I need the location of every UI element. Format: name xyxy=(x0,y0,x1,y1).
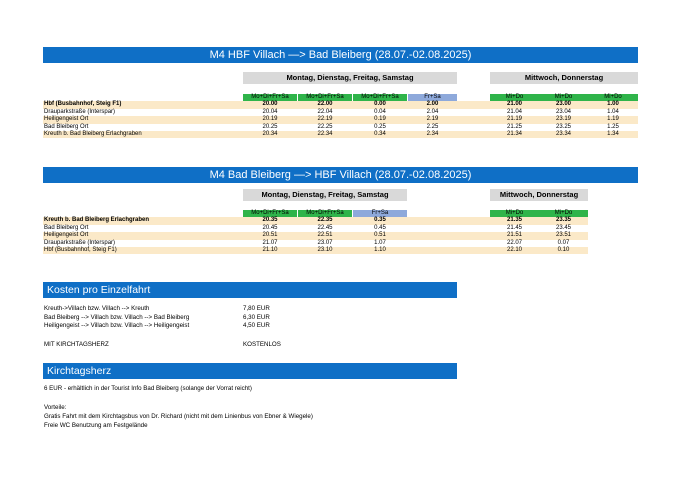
time-cell: 2.04 xyxy=(426,108,439,115)
time-cell: 22.51 xyxy=(317,232,333,239)
time-cell: 1.10 xyxy=(374,246,386,253)
time-cell: 0.10 xyxy=(557,246,570,253)
time-cell: 0.35 xyxy=(374,217,386,224)
time-cell: 0.45 xyxy=(374,224,386,231)
time-cell: 21.45 xyxy=(506,224,522,231)
section1-group-a: Montag, Dienstag, Freitag, Samstag xyxy=(243,72,457,84)
time-cell: 21.35 xyxy=(506,217,522,224)
time-cell: 20.04 xyxy=(262,108,278,115)
s1-col-b0: Mi+Do xyxy=(490,94,539,101)
time-cell: 23.51 xyxy=(555,232,571,239)
section2-title: M4 Bad Bleiberg —> HBF Villach (28.07.-02.08.2025) xyxy=(43,167,638,183)
time-cell: 21.34 xyxy=(506,130,522,137)
time-cell: 20.19 xyxy=(262,116,278,123)
time-cell: 20.25 xyxy=(262,123,278,130)
section1-header-row xyxy=(43,94,638,101)
stop-name: Hbf (Busbahnhof, Steig F1) xyxy=(44,246,117,253)
s2-col-a2: Fr+Sa xyxy=(353,210,407,217)
time-cell: 23.04 xyxy=(555,108,571,115)
benefit-2: Freie WC Benutzung am Festgelände xyxy=(44,421,148,429)
stop-name: Heiligengeist Ort xyxy=(44,116,89,123)
s2-col-b1: Mi+Do xyxy=(539,210,588,217)
time-cell: 1.00 xyxy=(607,101,619,108)
table-row xyxy=(43,131,638,138)
section1-title: M4 HBF Villach —> Bad Bleiberg (28.07.-02.08.2025) xyxy=(43,47,638,63)
table-row xyxy=(43,116,638,123)
section2-group-b: Mittwoch, Donnerstag xyxy=(490,189,588,201)
table-row xyxy=(43,217,588,224)
time-cell: 1.07 xyxy=(374,239,386,246)
table-row xyxy=(43,240,588,247)
time-cell: 21.04 xyxy=(506,108,522,115)
time-cell: 20.45 xyxy=(262,224,278,231)
time-cell: 23.45 xyxy=(555,224,571,231)
stop-name: Drauparkstraße (Interspar) xyxy=(44,239,116,246)
time-cell: 23.25 xyxy=(555,123,571,130)
time-cell: 23.35 xyxy=(555,217,571,224)
cost-route-3: Heiligengeist --> Villach bzw. Villach --> Heiligengeist xyxy=(44,322,190,329)
kirchtagsherz-cost-value: KOSTENLOS xyxy=(243,341,281,348)
time-cell: 1.19 xyxy=(607,116,619,123)
time-cell: 23.34 xyxy=(555,130,571,137)
time-cell: 22.34 xyxy=(317,130,333,137)
section1-table xyxy=(43,94,638,138)
s2-col-a1: Mo+Di+Fr+Sa xyxy=(298,210,352,217)
s1-col-b1: Mi+Do xyxy=(539,94,588,101)
stop-name: Bad Bleiberg Ort xyxy=(44,224,89,231)
table-row xyxy=(43,101,638,108)
stop-name: Bad Bleiberg Ort xyxy=(44,123,89,130)
time-cell: 1.04 xyxy=(607,108,619,115)
s1-col-a3: Fr+Sa xyxy=(408,94,457,101)
time-cell: 20.35 xyxy=(262,217,278,224)
time-cell: 21.51 xyxy=(506,232,522,239)
time-cell: 22.19 xyxy=(317,116,333,123)
benefit-1: Gratis Fahrt mit dem Kirchtagsbus von Dr. Richard (nicht mit dem Linienbus von Ebner & Wiegele) xyxy=(44,413,313,420)
section1-group-b: Mittwoch, Donnerstag xyxy=(490,72,638,84)
kirchtag-price-info: 6 EUR - erhältlich in der Tourist Info Bad Bleiberg (solange der Vorrat reicht) xyxy=(44,385,252,392)
costs-title: Kosten pro Einzelfahrt xyxy=(43,282,457,298)
time-cell: 21.10 xyxy=(262,246,278,253)
time-cell: 22.25 xyxy=(317,123,333,130)
time-cell: 20.34 xyxy=(262,130,278,137)
vorteile-label: Vorteile: xyxy=(44,404,67,411)
time-cell: 21.00 xyxy=(506,101,522,108)
cost-price-3: 4,50 EUR xyxy=(243,322,270,329)
time-cell: 1.34 xyxy=(607,130,619,137)
table-row xyxy=(43,225,588,232)
time-cell: 0.25 xyxy=(374,123,386,130)
time-cell: 0.51 xyxy=(374,232,386,239)
table-row xyxy=(43,247,588,254)
time-cell: 23.07 xyxy=(317,239,333,246)
table-row xyxy=(43,232,588,239)
stop-name: Kreuth b. Bad Bleiberg Erlachgraben xyxy=(44,217,150,224)
s1-col-b2: Mi+Do xyxy=(588,94,638,101)
time-cell: 20.51 xyxy=(262,232,278,239)
stop-name: Drauparkstraße (Interspar) xyxy=(44,108,116,115)
time-cell: 20.00 xyxy=(262,101,278,108)
time-cell: 22.00 xyxy=(317,101,333,108)
time-cell: 22.10 xyxy=(506,246,522,253)
s2-col-a0: Mo+Di+Fr+Sa xyxy=(243,210,297,217)
time-cell: 22.35 xyxy=(317,217,333,224)
stop-name: Heiligengeist Ort xyxy=(44,232,89,239)
time-cell: 0.04 xyxy=(374,108,386,115)
section2-group-a: Montag, Dienstag, Freitag, Samstag xyxy=(243,189,407,201)
kirchtag-title: Kirchtagsherz xyxy=(43,363,457,379)
cost-route-1: Kreuth->Villach bzw. Villach --> Kreuth xyxy=(44,305,150,312)
time-cell: 0.07 xyxy=(557,239,570,246)
time-cell: 21.25 xyxy=(506,123,522,130)
cost-price-1: 7,80 EUR xyxy=(243,305,270,312)
time-cell: 2.25 xyxy=(426,123,439,130)
time-cell: 22.45 xyxy=(317,224,333,231)
time-cell: 21.19 xyxy=(506,116,522,123)
s1-col-a1: Mo+Di+Fr+Sa xyxy=(298,94,352,101)
time-cell: 23.10 xyxy=(317,246,333,253)
stop-name: Hbf (Busbahnhof, Steig F1) xyxy=(44,101,122,108)
kirchtagsherz-cost-label: MIT KIRCHTAGSHERZ xyxy=(44,341,109,348)
stop-name: Kreuth b. Bad Bleiberg Erlachgraben xyxy=(44,130,142,137)
time-cell: 2.34 xyxy=(426,130,439,137)
time-cell: 1.25 xyxy=(607,123,619,130)
time-cell: 22.07 xyxy=(506,239,522,246)
time-cell: 2.00 xyxy=(426,101,439,108)
time-cell: 21.07 xyxy=(262,239,278,246)
table-row xyxy=(43,109,638,116)
section2-table xyxy=(43,210,588,254)
cost-price-2: 6,30 EUR xyxy=(243,313,270,321)
time-cell: 0.34 xyxy=(374,130,386,137)
time-cell: 23.19 xyxy=(555,116,571,123)
time-cell: 0.00 xyxy=(374,101,386,108)
table-row xyxy=(43,124,638,131)
time-cell: 0.19 xyxy=(374,116,386,123)
s2-col-b0: Mi+Do xyxy=(490,210,539,217)
section2-header-row xyxy=(43,210,588,217)
time-cell: 23.00 xyxy=(555,101,571,108)
cost-route-2: Bad Bleiberg --> Villach bzw. Villach --> Bad Bleiberg xyxy=(44,313,190,321)
s1-col-a0: Mo+Di+Fr+Sa xyxy=(243,94,297,101)
s1-col-a2: Mo+Di+Fr+Sa xyxy=(353,94,407,101)
time-cell: 2.19 xyxy=(426,116,439,123)
time-cell: 22.04 xyxy=(317,108,333,115)
